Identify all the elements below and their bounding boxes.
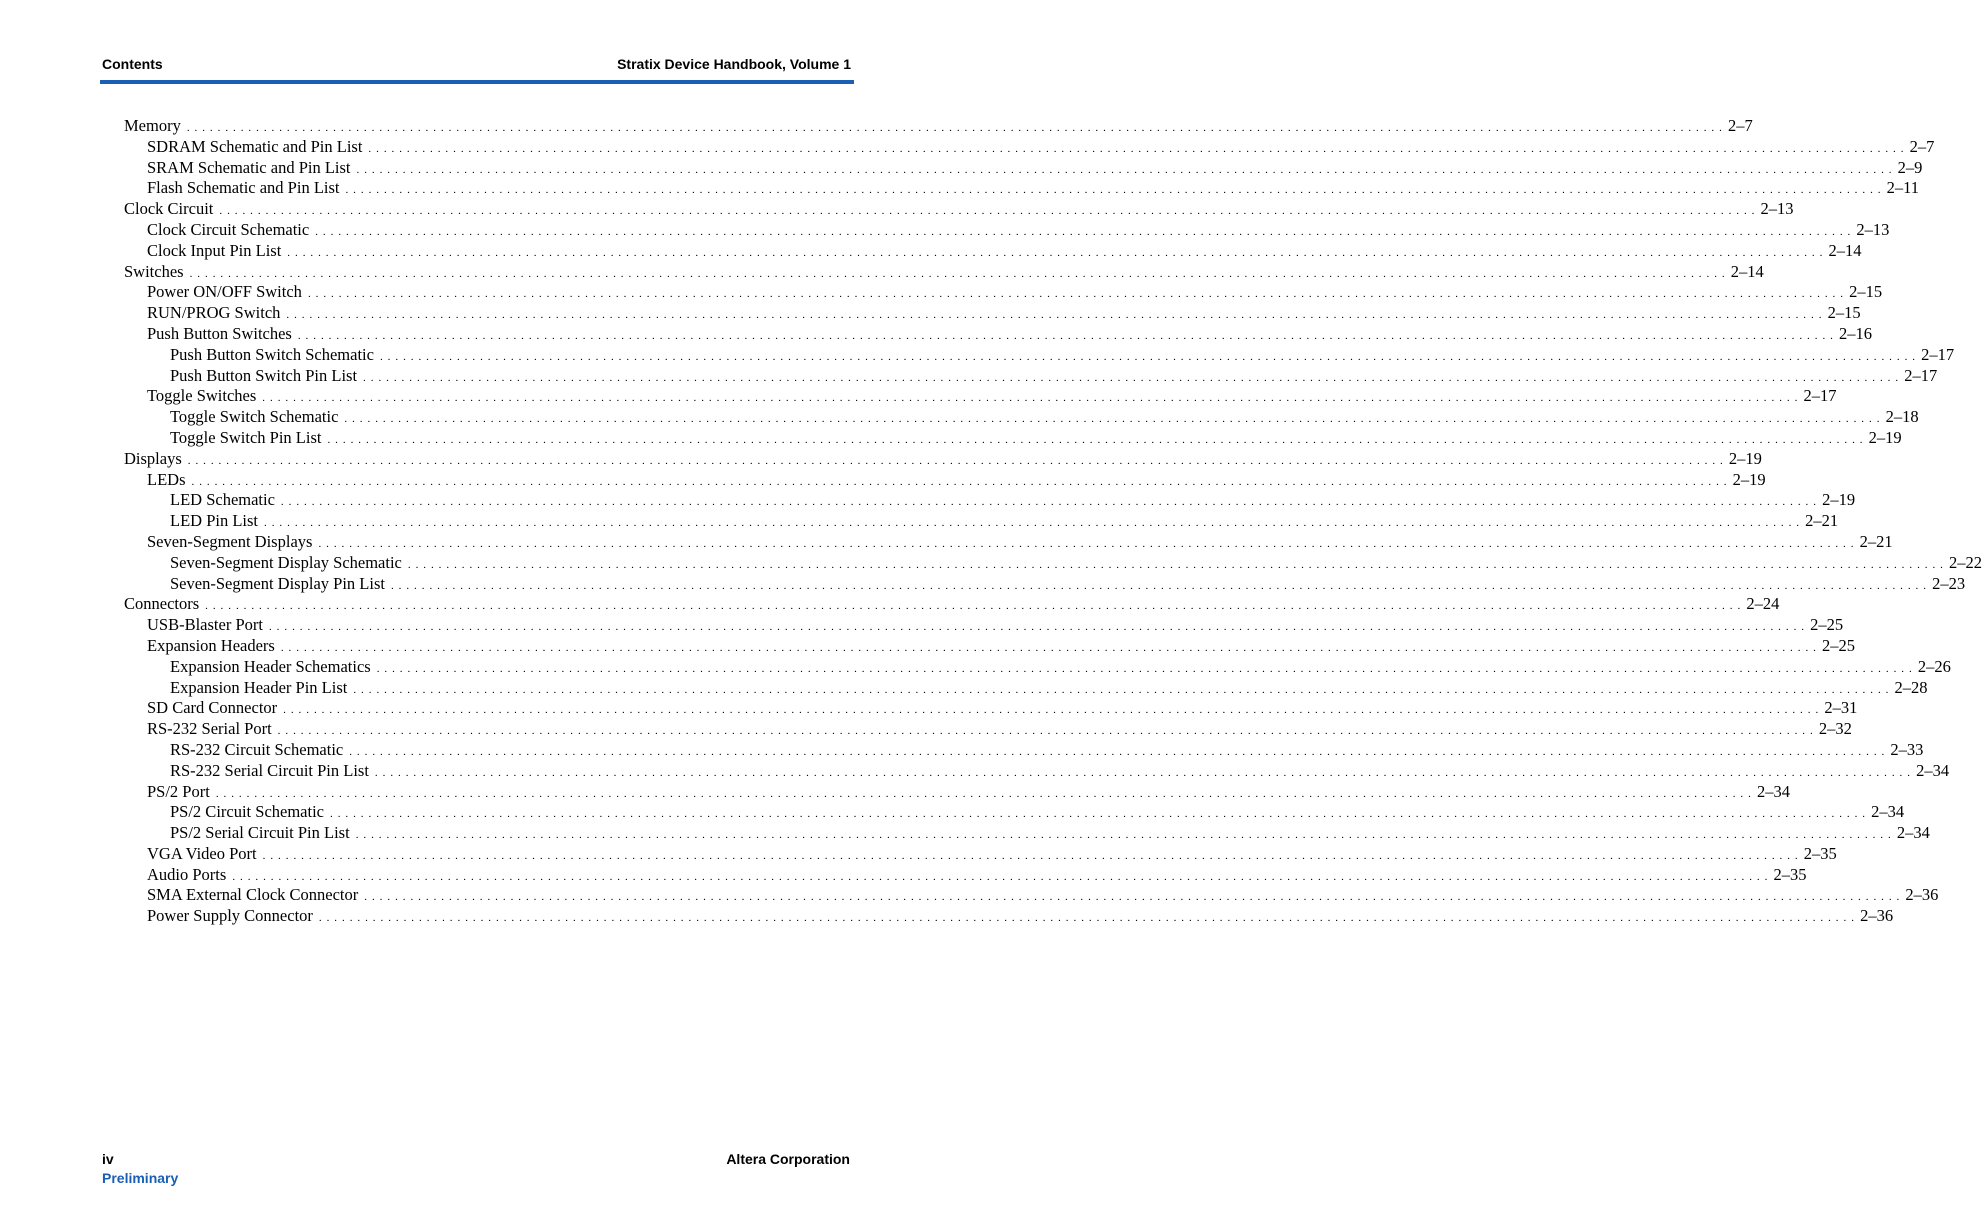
- toc-entry[interactable]: [124, 490, 1856, 511]
- toc-entry[interactable]: [124, 739, 1924, 761]
- toc-dot-leader: . . . . . . . . . . . . . . . . . . . . . . . . . . . . . . . . . . . . . . . . . . . . . . . . . . . . . . . . . . . . . . . . . . . . . . . . . . . . . . . . . . . . . . . . . . . . . . . . . . . . . . . . . . . . . . . . . . . . . . . . . . . . . . . . . . . . . . . . . . . . . . . . . . . . . . . . . . . . . . . . . . . . . . . . . . . . . . . . . . . . . . . . . . . . . . . . . . . . . . . .: [356, 163, 1893, 176]
- toc-entry-page: 2–35: [1773, 864, 1807, 884]
- toc-entry-page: 2–34: [1756, 781, 1790, 801]
- toc-entry-title: Expansion Header Pin List: [170, 677, 348, 697]
- toc-entry[interactable]: [124, 240, 1862, 262]
- toc-dot-leader: . . . . . . . . . . . . . . . . . . . . . . . . . . . . . . . . . . . . . . . . . . . . . . . . . . . . . . . . . . . . . . . . . . . . . . . . . . . . . . . . . . . . . . . . . . . . . . . . . . . . . . . . . . . . . . . . . . . . . . . . . . . . . . . . . . . . . . . . . . . . . . . . . . . . . . . . . . . . . . . . . . . . . . . . . . . . . . . . . . . . . . . . . . . . . . . . . . . . . . . .: [344, 413, 1881, 426]
- toc-entry[interactable]: [124, 656, 1951, 678]
- toc-entry-title: Clock Circuit: [124, 199, 214, 219]
- toc-dot-leader: . . . . . . . . . . . . . . . . . . . . . . . . . . . . . . . . . . . . . . . . . . . . . . . . . . . . . . . . . . . . . . . . . . . . . . . . . . . . . . . . . . . . . . . . . . . . . . . . . . . . . . . . . . . . . . . . . . . . . . . . . . . . . . . . . . . . . . . . . . . . . . . . . . . . . . . . . . . . . . . . . . . . . . . . . . . . . . . . . . . . . . . . . . . . . . . . . . . . . . . .: [318, 912, 1856, 925]
- toc-entry-page: 2–24: [1746, 594, 1780, 614]
- toc-entry-page: 2–23: [1932, 573, 1966, 593]
- toc-entry-page: 2–19: [1822, 490, 1856, 510]
- toc-entry-title: Switches: [124, 261, 184, 281]
- toc-entry-page: 2–17: [1921, 344, 1955, 364]
- toc-entry-page: 2–36: [1860, 906, 1894, 926]
- toc-dot-leader: . . . . . . . . . . . . . . . . . . . . . . . . . . . . . . . . . . . . . . . . . . . . . . . . . . . . . . . . . . . . . . . . . . . . . . . . . . . . . . . . . . . . . . . . . . . . . . . . . . . . . . . . . . . . . . . . . . . . . . . . . . . . . . . . . . . . . . . . . . . . . . . . . . . . . . . . . . . . . . . . . . . . . . . . . . . . . . . . . . . . . . . . . . . . . . . . . . . . . . . .: [349, 745, 1886, 758]
- toc-dot-leader: . . . . . . . . . . . . . . . . . . . . . . . . . . . . . . . . . . . . . . . . . . . . . . . . . . . . . . . . . . . . . . . . . . . . . . . . . . . . . . . . . . . . . . . . . . . . . . . . . . . . . . . . . . . . . . . . . . . . . . . . . . . . . . . . . . . . . . . . . . . . . . . . . . . . . . . . . . . . . . . . . . . . . . . . . . . . . . . . . . . . . . . . . . . . . . . . . . . . . . . .: [189, 267, 1726, 280]
- toc-entry-page: 2–31: [1824, 698, 1858, 718]
- toc-entry-title: SDRAM Schematic and Pin List: [147, 136, 363, 156]
- toc-entry-page: 2–19: [1868, 427, 1902, 447]
- toc-entry[interactable]: [124, 781, 1790, 803]
- toc-entry[interactable]: [124, 719, 1852, 740]
- running-header-section: Contents: [102, 56, 163, 72]
- toc-dot-leader: . . . . . . . . . . . . . . . . . . . . . . . . . . . . . . . . . . . . . . . . . . . . . . . . . . . . . . . . . . . . . . . . . . . . . . . . . . . . . . . . . . . . . . . . . . . . . . . . . . . . . . . . . . . . . . . . . . . . . . . . . . . . . . . . . . . . . . . . . . . . . . . . . . . . . . . . . . . . . . . . . . . . . . . . . . . . . . . . . . . . . . . . . . . . . . . . . . . . . . . .: [376, 662, 1913, 675]
- toc-dot-leader: . . . . . . . . . . . . . . . . . . . . . . . . . . . . . . . . . . . . . . . . . . . . . . . . . . . . . . . . . . . . . . . . . . . . . . . . . . . . . . . . . . . . . . . . . . . . . . . . . . . . . . . . . . . . . . . . . . . . . . . . . . . . . . . . . . . . . . . . . . . . . . . . . . . . . . . . . . . . . . . . . . . . . . . . . . . . . . . . . . . . . . . . . . . . . . . . . . . . . . . .: [297, 329, 1835, 342]
- toc-entry-page: 2–15: [1827, 303, 1861, 323]
- toc-entry-title: RS-232 Serial Port: [147, 719, 272, 739]
- toc-entry-title: Audio Ports: [147, 864, 227, 884]
- toc-entry[interactable]: [124, 386, 1837, 407]
- toc-entry-title: Displays: [124, 448, 182, 468]
- toc-dot-leader: . . . . . . . . . . . . . . . . . . . . . . . . . . . . . . . . . . . . . . . . . . . . . . . . . . . . . . . . . . . . . . . . . . . . . . . . . . . . . . . . . . . . . . . . . . . . . . . . . . . . . . . . . . . . . . . . . . . . . . . . . . . . . . . . . . . . . . . . . . . . . . . . . . . . . . . . . . . . . . . . . . . . . . . . . . . . . . . . . . . . . . . . . . . . . . . . . . . . . . . .: [187, 454, 1724, 467]
- toc-dot-leader: . . . . . . . . . . . . . . . . . . . . . . . . . . . . . . . . . . . . . . . . . . . . . . . . . . . . . . . . . . . . . . . . . . . . . . . . . . . . . . . . . . . . . . . . . . . . . . . . . . . . . . . . . . . . . . . . . . . . . . . . . . . . . . . . . . . . . . . . . . . . . . . . . . . . . . . . . . . . . . . . . . . . . . . . . . . . . . . . . . . . . . . . . . . . . . . . . . . . . . . .: [407, 558, 1945, 571]
- toc-dot-leader: . . . . . . . . . . . . . . . . . . . . . . . . . . . . . . . . . . . . . . . . . . . . . . . . . . . . . . . . . . . . . . . . . . . . . . . . . . . . . . . . . . . . . . . . . . . . . . . . . . . . . . . . . . . . . . . . . . . . . . . . . . . . . . . . . . . . . . . . . . . . . . . . . . . . . . . . . . . . . . . . . . . . . . . . . . . . . . . . . . . . . . . . . . . . . . . . . . . . . . . .: [345, 184, 1882, 197]
- toc-entry-page: 2–35: [1803, 843, 1837, 863]
- toc-entry[interactable]: [124, 885, 1939, 906]
- toc-entry-page: 2–21: [1805, 511, 1839, 531]
- toc-entry[interactable]: [124, 635, 1855, 657]
- toc-entry-page: 2–22: [1949, 552, 1982, 572]
- toc-entry-page: 2–7: [1909, 136, 1935, 156]
- toc-entry-page: 2–19: [1732, 469, 1766, 489]
- toc-entry-page: 2–14: [1730, 261, 1764, 281]
- toc-entry-title: RS-232 Circuit Schematic: [170, 739, 344, 759]
- toc-dot-leader: . . . . . . . . . . . . . . . . . . . . . . . . . . . . . . . . . . . . . . . . . . . . . . . . . . . . . . . . . . . . . . . . . . . . . . . . . . . . . . . . . . . . . . . . . . . . . . . . . . . . . . . . . . . . . . . . . . . . . . . . . . . . . . . . . . . . . . . . . . . . . . . . . . . . . . . . . . . . . . . . . . . . . . . . . . . . . . . . . . . . . . . . . . . . . . . . . . . . . . . .: [232, 870, 1769, 883]
- toc-entry-page: 2–34: [1916, 760, 1950, 780]
- table-of-contents: [124, 116, 1982, 927]
- toc-dot-leader: . . . . . . . . . . . . . . . . . . . . . . . . . . . . . . . . . . . . . . . . . . . . . . . . . . . . . . . . . . . . . . . . . . . . . . . . . . . . . . . . . . . . . . . . . . . . . . . . . . . . . . . . . . . . . . . . . . . . . . . . . . . . . . . . . . . . . . . . . . . . . . . . . . . . . . . . . . . . . . . . . . . . . . . . . . . . . . . . . . . . . . . . . . . . . . . . . . . . . . . .: [280, 496, 1818, 509]
- toc-entry[interactable]: [124, 698, 1858, 719]
- toc-dot-leader: . . . . . . . . . . . . . . . . . . . . . . . . . . . . . . . . . . . . . . . . . . . . . . . . . . . . . . . . . . . . . . . . . . . . . . . . . . . . . . . . . . . . . . . . . . . . . . . . . . . . . . . . . . . . . . . . . . . . . . . . . . . . . . . . . . . . . . . . . . . . . . . . . . . . . . . . . . . . . . . . . . . . . . . . . . . . . . . . . . . . . . . . . . . . . . . . . . . . . . . .: [264, 517, 1801, 530]
- toc-entry[interactable]: [124, 906, 1894, 927]
- document-status: Preliminary: [102, 1170, 179, 1186]
- toc-entry-page: 2–9: [1897, 157, 1923, 177]
- toc-entry-title: Power ON/OFF Switch: [147, 282, 302, 302]
- toc-entry-page: 2–17: [1904, 365, 1938, 385]
- toc-dot-leader: . . . . . . . . . . . . . . . . . . . . . . . . . . . . . . . . . . . . . . . . . . . . . . . . . . . . . . . . . . . . . . . . . . . . . . . . . . . . . . . . . . . . . . . . . . . . . . . . . . . . . . . . . . . . . . . . . . . . . . . . . . . . . . . . . . . . . . . . . . . . . . . . . . . . . . . . . . . . . . . . . . . . . . . . . . . . . . . . . . . . . . . . . . . . . . . . . . . . . . . .: [374, 766, 1912, 779]
- toc-dot-leader: . . . . . . . . . . . . . . . . . . . . . . . . . . . . . . . . . . . . . . . . . . . . . . . . . . . . . . . . . . . . . . . . . . . . . . . . . . . . . . . . . . . . . . . . . . . . . . . . . . . . . . . . . . . . . . . . . . . . . . . . . . . . . . . . . . . . . . . . . . . . . . . . . . . . . . . . . . . . . . . . . . . . . . . . . . . . . . . . . . . . . . . . . . . . . . . . . . . . . . . .: [280, 641, 1817, 654]
- toc-entry-page: 2–25: [1810, 615, 1844, 635]
- toc-entry-page: 2–26: [1917, 656, 1951, 676]
- toc-entry[interactable]: [124, 136, 1935, 158]
- toc-entry[interactable]: [124, 448, 1762, 470]
- toc-entry-title: SD Card Connector: [147, 698, 278, 718]
- toc-entry[interactable]: [124, 323, 1873, 345]
- running-header-book-title: Stratix Device Handbook, Volume 1: [617, 56, 851, 72]
- toc-entry[interactable]: [124, 760, 1950, 782]
- toc-entry-page: 2–21: [1859, 531, 1893, 551]
- toc-entry[interactable]: [124, 116, 1753, 137]
- toc-entry-title: Connectors: [124, 594, 200, 614]
- toc-dot-leader: . . . . . . . . . . . . . . . . . . . . . . . . . . . . . . . . . . . . . . . . . . . . . . . . . . . . . . . . . . . . . . . . . . . . . . . . . . . . . . . . . . . . . . . . . . . . . . . . . . . . . . . . . . . . . . . . . . . . . . . . . . . . . . . . . . . . . . . . . . . . . . . . . . . . . . . . . . . . . . . . . . . . . . . . . . . . . . . . . . . . . . . . . . . . . . . . . . . . . . . .: [262, 392, 1799, 405]
- toc-entry-title: Clock Input Pin List: [147, 240, 282, 260]
- toc-entry[interactable]: [124, 802, 1905, 823]
- toc-dot-leader: . . . . . . . . . . . . . . . . . . . . . . . . . . . . . . . . . . . . . . . . . . . . . . . . . . . . . . . . . . . . . . . . . . . . . . . . . . . . . . . . . . . . . . . . . . . . . . . . . . . . . . . . . . . . . . . . . . . . . . . . . . . . . . . . . . . . . . . . . . . . . . . . . . . . . . . . . . . . . . . . . . . . . . . . . . . . . . . . . . . . . . . . . . . . . . . . . . . . . . . .: [205, 600, 1742, 613]
- toc-entry[interactable]: [124, 573, 1966, 595]
- toc-entry[interactable]: [124, 407, 1919, 428]
- toc-dot-leader: . . . . . . . . . . . . . . . . . . . . . . . . . . . . . . . . . . . . . . . . . . . . . . . . . . . . . . . . . . . . . . . . . . . . . . . . . . . . . . . . . . . . . . . . . . . . . . . . . . . . . . . . . . . . . . . . . . . . . . . . . . . . . . . . . . . . . . . . . . . . . . . . . . . . . . . . . . . . . . . . . . . . . . . . . . . . . . . . . . . . . . . . . . . . . . . . . . . . . . . .: [307, 288, 1845, 301]
- toc-entry[interactable]: [124, 843, 1837, 865]
- toc-entry[interactable]: [124, 615, 1844, 636]
- toc-dot-leader: . . . . . . . . . . . . . . . . . . . . . . . . . . . . . . . . . . . . . . . . . . . . . . . . . . . . . . . . . . . . . . . . . . . . . . . . . . . . . . . . . . . . . . . . . . . . . . . . . . . . . . . . . . . . . . . . . . . . . . . . . . . . . . . . . . . . . . . . . . . . . . . . . . . . . . . . . . . . . . . . . . . . . . . . . . . . . . . . . . . . . . . . . . . . . . . . . . . . . . . .: [315, 225, 1852, 238]
- toc-entry-title: LEDs: [147, 469, 186, 489]
- toc-dot-leader: . . . . . . . . . . . . . . . . . . . . . . . . . . . . . . . . . . . . . . . . . . . . . . . . . . . . . . . . . . . . . . . . . . . . . . . . . . . . . . . . . . . . . . . . . . . . . . . . . . . . . . . . . . . . . . . . . . . . . . . . . . . . . . . . . . . . . . . . . . . . . . . . . . . . . . . . . . . . . . . . . . . . . . . . . . . . . . . . . . . . . . . . . . . . . . . . . . . . . . . .: [390, 579, 1928, 592]
- toc-entry[interactable]: [124, 303, 1861, 324]
- toc-entry-title: Flash Schematic and Pin List: [147, 178, 340, 198]
- toc-entry[interactable]: [124, 427, 1902, 449]
- toc-entry[interactable]: [124, 199, 1794, 220]
- toc-entry-page: 2–19: [1728, 448, 1762, 468]
- toc-entry[interactable]: [124, 344, 1955, 366]
- toc-dot-leader: . . . . . . . . . . . . . . . . . . . . . . . . . . . . . . . . . . . . . . . . . . . . . . . . . . . . . . . . . . . . . . . . . . . . . . . . . . . . . . . . . . . . . . . . . . . . . . . . . . . . . . . . . . . . . . . . . . . . . . . . . . . . . . . . . . . . . . . . . . . . . . . . . . . . . . . . . . . . . . . . . . . . . . . . . . . . . . . . . . . . . . . . . . . . . . . . . . . . . . . .: [318, 537, 1855, 550]
- toc-entry-page: 2–33: [1890, 739, 1924, 759]
- toc-dot-leader: . . . . . . . . . . . . . . . . . . . . . . . . . . . . . . . . . . . . . . . . . . . . . . . . . . . . . . . . . . . . . . . . . . . . . . . . . . . . . . . . . . . . . . . . . . . . . . . . . . . . . . . . . . . . . . . . . . . . . . . . . . . . . . . . . . . . . . . . . . . . . . . . . . . . . . . . . . . . . . . . . . . . . . . . . . . . . . . . . . . . . . . . . . . . . . . . . . . . . . . .: [355, 829, 1892, 842]
- toc-entry[interactable]: [124, 178, 1920, 199]
- toc-entry-title: LED Schematic: [170, 490, 275, 510]
- toc-entry-title: PS/2 Serial Circuit Pin List: [170, 823, 350, 843]
- toc-entry-page: 2–28: [1894, 677, 1928, 697]
- toc-entry-title: Expansion Headers: [147, 635, 275, 655]
- toc-dot-leader: . . . . . . . . . . . . . . . . . . . . . . . . . . . . . . . . . . . . . . . . . . . . . . . . . . . . . . . . . . . . . . . . . . . . . . . . . . . . . . . . . . . . . . . . . . . . . . . . . . . . . . . . . . . . . . . . . . . . . . . . . . . . . . . . . . . . . . . . . . . . . . . . . . . . . . . . . . . . . . . . . . . . . . . . . . . . . . . . . . . . . . . . . . . . . . . . . . . . . . . .: [283, 704, 1820, 717]
- toc-dot-leader: . . . . . . . . . . . . . . . . . . . . . . . . . . . . . . . . . . . . . . . . . . . . . . . . . . . . . . . . . . . . . . . . . . . . . . . . . . . . . . . . . . . . . . . . . . . . . . . . . . . . . . . . . . . . . . . . . . . . . . . . . . . . . . . . . . . . . . . . . . . . . . . . . . . . . . . . . . . . . . . . . . . . . . . . . . . . . . . . . . . . . . . . . . . . . . . . . . . . . . . .: [368, 142, 1905, 155]
- toc-entry-title: USB-Blaster Port: [147, 615, 263, 635]
- toc-dot-leader: . . . . . . . . . . . . . . . . . . . . . . . . . . . . . . . . . . . . . . . . . . . . . . . . . . . . . . . . . . . . . . . . . . . . . . . . . . . . . . . . . . . . . . . . . . . . . . . . . . . . . . . . . . . . . . . . . . . . . . . . . . . . . . . . . . . . . . . . . . . . . . . . . . . . . . . . . . . . . . . . . . . . . . . . . . . . . . . . . . . . . . . . . . . . . . . . . . . . . . . .: [191, 475, 1728, 488]
- toc-entry-title: SMA External Clock Connector: [147, 885, 359, 905]
- toc-entry-title: Push Button Switch Schematic: [170, 344, 374, 364]
- toc-entry-page: 2–34: [1896, 823, 1930, 843]
- toc-entry-title: PS/2 Port: [147, 781, 210, 801]
- toc-entry-page: 2–34: [1871, 802, 1905, 822]
- toc-entry[interactable]: [124, 823, 1930, 844]
- toc-entry-page: 2–15: [1849, 282, 1883, 302]
- toc-entry[interactable]: [124, 864, 1807, 886]
- toc-entry-page: 2–13: [1856, 219, 1890, 239]
- toc-entry-page: 2–14: [1828, 240, 1862, 260]
- toc-entry[interactable]: [124, 157, 1923, 179]
- toc-entry-title: Toggle Switch Schematic: [170, 407, 339, 427]
- toc-entry-title: VGA Video Port: [147, 843, 257, 863]
- toc-entry-title: SRAM Schematic and Pin List: [147, 157, 351, 177]
- toc-entry-title: Seven-Segment Display Schematic: [170, 552, 402, 572]
- toc-entry[interactable]: [124, 282, 1883, 303]
- toc-dot-leader: . . . . . . . . . . . . . . . . . . . . . . . . . . . . . . . . . . . . . . . . . . . . . . . . . . . . . . . . . . . . . . . . . . . . . . . . . . . . . . . . . . . . . . . . . . . . . . . . . . . . . . . . . . . . . . . . . . . . . . . . . . . . . . . . . . . . . . . . . . . . . . . . . . . . . . . . . . . . . . . . . . . . . . . . . . . . . . . . . . . . . . . . . . . . . . . . . . . . . . . .: [363, 371, 1900, 384]
- toc-dot-leader: . . . . . . . . . . . . . . . . . . . . . . . . . . . . . . . . . . . . . . . . . . . . . . . . . . . . . . . . . . . . . . . . . . . . . . . . . . . . . . . . . . . . . . . . . . . . . . . . . . . . . . . . . . . . . . . . . . . . . . . . . . . . . . . . . . . . . . . . . . . . . . . . . . . . . . . . . . . . . . . . . . . . . . . . . . . . . . . . . . . . . . . . . . . . . . . . . . . . . . . .: [286, 309, 1823, 322]
- toc-dot-leader: . . . . . . . . . . . . . . . . . . . . . . . . . . . . . . . . . . . . . . . . . . . . . . . . . . . . . . . . . . . . . . . . . . . . . . . . . . . . . . . . . . . . . . . . . . . . . . . . . . . . . . . . . . . . . . . . . . . . . . . . . . . . . . . . . . . . . . . . . . . . . . . . . . . . . . . . . . . . . . . . . . . . . . . . . . . . . . . . . . . . . . . . . . . . . . . . . . . . . . . .: [268, 621, 1806, 634]
- toc-dot-leader: . . . . . . . . . . . . . . . . . . . . . . . . . . . . . . . . . . . . . . . . . . . . . . . . . . . . . . . . . . . . . . . . . . . . . . . . . . . . . . . . . . . . . . . . . . . . . . . . . . . . . . . . . . . . . . . . . . . . . . . . . . . . . . . . . . . . . . . . . . . . . . . . . . . . . . . . . . . . . . . . . . . . . . . . . . . . . . . . . . . . . . . . . . . . . . . . . . . . . . . .: [215, 787, 1752, 800]
- toc-entry-title: LED Pin List: [170, 511, 259, 531]
- toc-entry-title: Push Button Switches: [147, 323, 292, 343]
- toc-dot-leader: . . . . . . . . . . . . . . . . . . . . . . . . . . . . . . . . . . . . . . . . . . . . . . . . . . . . . . . . . . . . . . . . . . . . . . . . . . . . . . . . . . . . . . . . . . . . . . . . . . . . . . . . . . . . . . . . . . . . . . . . . . . . . . . . . . . . . . . . . . . . . . . . . . . . . . . . . . . . . . . . . . . . . . . . . . . . . . . . . . . . . . . . . . . . . . . . . . . . . . . .: [330, 808, 1867, 821]
- toc-dot-leader: . . . . . . . . . . . . . . . . . . . . . . . . . . . . . . . . . . . . . . . . . . . . . . . . . . . . . . . . . . . . . . . . . . . . . . . . . . . . . . . . . . . . . . . . . . . . . . . . . . . . . . . . . . . . . . . . . . . . . . . . . . . . . . . . . . . . . . . . . . . . . . . . . . . . . . . . . . . . . . . . . . . . . . . . . . . . . . . . . . . . . . . . . . . . . . . . . . . . . . . .: [262, 849, 1799, 862]
- toc-entry-title: RUN/PROG Switch: [147, 303, 281, 323]
- toc-dot-leader: . . . . . . . . . . . . . . . . . . . . . . . . . . . . . . . . . . . . . . . . . . . . . . . . . . . . . . . . . . . . . . . . . . . . . . . . . . . . . . . . . . . . . . . . . . . . . . . . . . . . . . . . . . . . . . . . . . . . . . . . . . . . . . . . . . . . . . . . . . . . . . . . . . . . . . . . . . . . . . . . . . . . . . . . . . . . . . . . . . . . . . . . . . . . . . . . . . . . . . . .: [186, 122, 1723, 134]
- toc-entry-title: PS/2 Circuit Schematic: [170, 802, 324, 822]
- toc-entry[interactable]: [124, 469, 1766, 491]
- toc-entry-title: RS-232 Serial Circuit Pin List: [170, 760, 369, 780]
- toc-entry[interactable]: [124, 511, 1839, 532]
- toc-dot-leader: . . . . . . . . . . . . . . . . . . . . . . . . . . . . . . . . . . . . . . . . . . . . . . . . . . . . . . . . . . . . . . . . . . . . . . . . . . . . . . . . . . . . . . . . . . . . . . . . . . . . . . . . . . . . . . . . . . . . . . . . . . . . . . . . . . . . . . . . . . . . . . . . . . . . . . . . . . . . . . . . . . . . . . . . . . . . . . . . . . . . . . . . . . . . . . . . . . . . . . . .: [287, 246, 1824, 259]
- toc-dot-leader: . . . . . . . . . . . . . . . . . . . . . . . . . . . . . . . . . . . . . . . . . . . . . . . . . . . . . . . . . . . . . . . . . . . . . . . . . . . . . . . . . . . . . . . . . . . . . . . . . . . . . . . . . . . . . . . . . . . . . . . . . . . . . . . . . . . . . . . . . . . . . . . . . . . . . . . . . . . . . . . . . . . . . . . . . . . . . . . . . . . . . . . . . . . . . . . . . . . . . . . .: [364, 891, 1901, 904]
- toc-entry-page: 2–7: [1727, 116, 1753, 135]
- toc-entry-title: Seven-Segment Displays: [147, 531, 313, 551]
- toc-entry-title: Clock Circuit Schematic: [147, 219, 310, 239]
- toc-entry-page: 2–16: [1839, 323, 1873, 343]
- toc-entry-title: Expansion Header Schematics: [170, 656, 371, 676]
- publisher-name: Altera Corporation: [726, 1151, 850, 1167]
- toc-entry[interactable]: [124, 261, 1764, 283]
- toc-entry-title: Memory: [124, 116, 181, 135]
- toc-entry[interactable]: [124, 365, 1938, 387]
- toc-entry-title: Power Supply Connector: [147, 906, 313, 926]
- toc-entry-page: 2–36: [1905, 885, 1939, 905]
- toc-entry-page: 2–13: [1760, 199, 1794, 219]
- toc-dot-leader: . . . . . . . . . . . . . . . . . . . . . . . . . . . . . . . . . . . . . . . . . . . . . . . . . . . . . . . . . . . . . . . . . . . . . . . . . . . . . . . . . . . . . . . . . . . . . . . . . . . . . . . . . . . . . . . . . . . . . . . . . . . . . . . . . . . . . . . . . . . . . . . . . . . . . . . . . . . . . . . . . . . . . . . . . . . . . . . . . . . . . . . . . . . . . . . . . . . . . . . .: [379, 350, 1917, 363]
- toc-entry-title: Toggle Switch Pin List: [170, 427, 322, 447]
- toc-entry[interactable]: [124, 677, 1928, 699]
- toc-entry[interactable]: [124, 594, 1780, 615]
- toc-entry[interactable]: [124, 531, 1893, 553]
- toc-entry[interactable]: [124, 552, 1982, 574]
- toc-dot-leader: . . . . . . . . . . . . . . . . . . . . . . . . . . . . . . . . . . . . . . . . . . . . . . . . . . . . . . . . . . . . . . . . . . . . . . . . . . . . . . . . . . . . . . . . . . . . . . . . . . . . . . . . . . . . . . . . . . . . . . . . . . . . . . . . . . . . . . . . . . . . . . . . . . . . . . . . . . . . . . . . . . . . . . . . . . . . . . . . . . . . . . . . . . . . . . . . . . . . . . . .: [353, 683, 1890, 696]
- toc-dot-leader: . . . . . . . . . . . . . . . . . . . . . . . . . . . . . . . . . . . . . . . . . . . . . . . . . . . . . . . . . . . . . . . . . . . . . . . . . . . . . . . . . . . . . . . . . . . . . . . . . . . . . . . . . . . . . . . . . . . . . . . . . . . . . . . . . . . . . . . . . . . . . . . . . . . . . . . . . . . . . . . . . . . . . . . . . . . . . . . . . . . . . . . . . . . . . . . . . . . . . . . .: [327, 433, 1864, 446]
- toc-entry-title: Toggle Switches: [147, 386, 257, 406]
- toc-dot-leader: . . . . . . . . . . . . . . . . . . . . . . . . . . . . . . . . . . . . . . . . . . . . . . . . . . . . . . . . . . . . . . . . . . . . . . . . . . . . . . . . . . . . . . . . . . . . . . . . . . . . . . . . . . . . . . . . . . . . . . . . . . . . . . . . . . . . . . . . . . . . . . . . . . . . . . . . . . . . . . . . . . . . . . . . . . . . . . . . . . . . . . . . . . . . . . . . . . . . . . . .: [277, 725, 1814, 738]
- toc-entry-page: 2–25: [1822, 635, 1855, 655]
- header-divider: [100, 80, 854, 84]
- toc-entry-title: Seven-Segment Display Pin List: [170, 573, 385, 593]
- toc-entry-page: 2–17: [1803, 386, 1837, 406]
- page-number: iv: [102, 1151, 114, 1167]
- toc-entry-page: 2–32: [1818, 719, 1852, 739]
- toc-dot-leader: . . . . . . . . . . . . . . . . . . . . . . . . . . . . . . . . . . . . . . . . . . . . . . . . . . . . . . . . . . . . . . . . . . . . . . . . . . . . . . . . . . . . . . . . . . . . . . . . . . . . . . . . . . . . . . . . . . . . . . . . . . . . . . . . . . . . . . . . . . . . . . . . . . . . . . . . . . . . . . . . . . . . . . . . . . . . . . . . . . . . . . . . . . . . . . . . . . . . . . . .: [219, 205, 1756, 218]
- toc-entry-page: 2–18: [1885, 407, 1919, 427]
- toc-entry[interactable]: [124, 219, 1890, 241]
- toc-entry-page: 2–11: [1886, 178, 1920, 198]
- toc-entry-title: Push Button Switch Pin List: [170, 365, 358, 385]
